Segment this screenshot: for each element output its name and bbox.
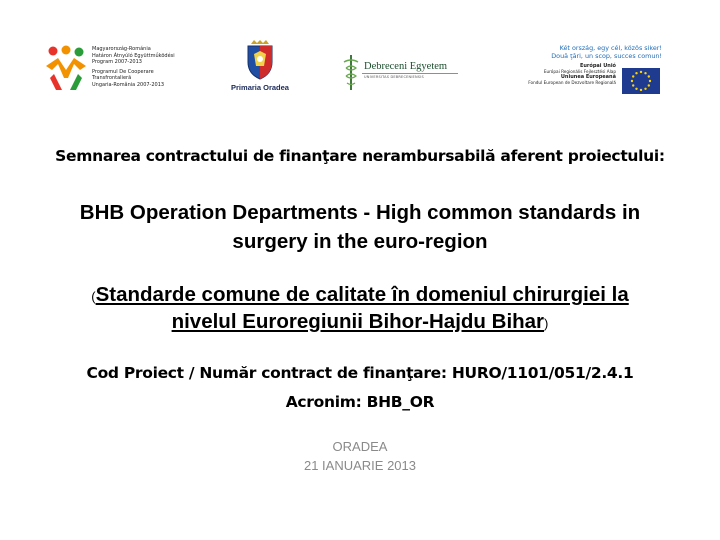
coat-of-arms-icon <box>245 40 275 80</box>
eu-line-1: Európai Unió <box>579 63 616 69</box>
huro-ro-line-2: Transfrontalieră <box>92 75 132 81</box>
huro-ro-line-1: Programul De Cooperare <box>92 68 154 75</box>
debrecen-name: Debreceni Egyetem <box>364 61 448 72</box>
huro-program-text <box>92 46 188 88</box>
eu-funding-block <box>512 44 662 100</box>
subsidy-heading: Semnarea contractului de finanţare nerambursabilă aferent proiectului: <box>55 147 665 165</box>
primaria-oradea-logo <box>222 40 298 100</box>
huro-program-logo <box>44 44 184 100</box>
caduceus-icon <box>340 52 362 92</box>
debrecen-university-logo <box>340 52 468 92</box>
huro-hu-line-2: Határon Átnyúló Együttműködési <box>92 52 175 59</box>
eu-line-2: Európai Regionális Fejlesztési Alap <box>543 69 616 75</box>
project-code: Cod Proiect / Număr contract de finanţare: HURO/1101/051/2.4.1 <box>86 364 634 382</box>
city-label: ORADEA <box>332 439 388 454</box>
eu-slogan-ro: Două ţări, un scop, succes comun! <box>551 52 662 60</box>
eu-slogan <box>551 44 662 60</box>
debrecen-subtitle: UNIVERSITAS DEBRECENIENSIS <box>364 75 424 79</box>
primaria-label: Primaria Oradea <box>231 83 289 92</box>
project-acronym: Acronim: BHB_OR <box>285 393 435 411</box>
eu-fund-text <box>516 64 616 86</box>
huro-hu-line-3: Program 2007-2013 <box>92 59 142 65</box>
eu-flag-icon <box>622 68 660 94</box>
huro-figures-icon <box>44 44 88 94</box>
romanian-title-line-1 <box>0 283 720 307</box>
eu-line-4: Fondul European de Dezvoltare Regională <box>528 80 616 86</box>
eu-slogan-hu: Két ország, egy cél, közös siker! <box>559 44 662 52</box>
date-label: 21 IANUARIE 2013 <box>303 458 416 473</box>
huro-hu-line-1: Magyarország-Románia <box>92 46 151 52</box>
huro-ro-line-3: Ungaria-România 2007-2013 <box>92 81 165 88</box>
romanian-title-text-2: nivelul Euroregiunii Bihor-Hajdu Bihar <box>171 310 545 333</box>
project-title-line-2: surgery in the euro-region <box>232 230 488 253</box>
logo-bar <box>0 0 720 110</box>
project-title-line-1: BHB Operation Departments - High common standards in <box>79 201 641 224</box>
close-paren: ) <box>544 316 549 331</box>
eu-line-3: Uniunea Europeană <box>560 73 616 80</box>
open-paren: ( <box>91 289 96 304</box>
romanian-title-line-2 <box>0 310 720 334</box>
romanian-title-text-1: Standarde comune de calitate în domeniul chirurgiei la <box>95 283 629 306</box>
